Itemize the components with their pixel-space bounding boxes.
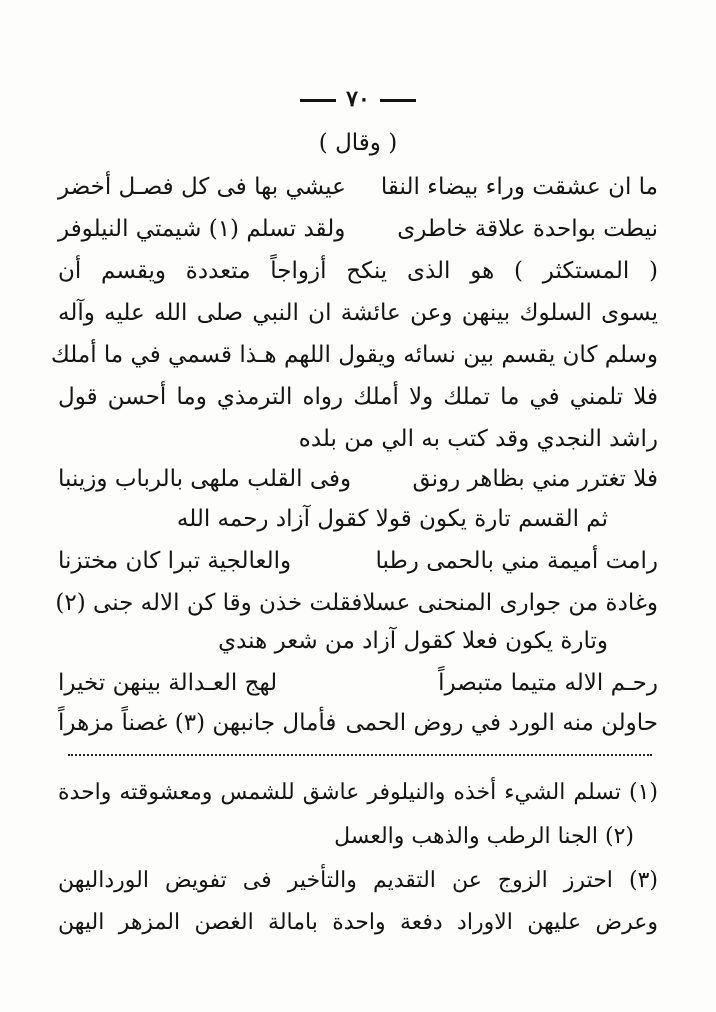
verse-line xyxy=(58,212,658,248)
verse-hemistich-left: عيشي بها فى كل فصـل أخضر xyxy=(58,174,346,200)
prose-line: يسوى السلوك بينهن وعن عائشة ان النبي صلى الله عليه وآله xyxy=(58,300,658,326)
verse-line xyxy=(58,170,658,206)
verse-line xyxy=(55,586,658,622)
footnote-1: (١) تسلم الشيء أخذه والنيلوفر عاشق للشمس ومعشوقته واحدة xyxy=(58,780,658,805)
verse-intro: ثم القسم تارة يكون قولا كقول آزاد رحمه الله xyxy=(176,506,608,532)
verse-hemistich-left: فقلت خذن وقا كن الاله جنى (٢) xyxy=(55,590,363,616)
verse-hemistich-right: وغادة من جوارى المنحنى عسلا xyxy=(362,590,658,616)
verse-hemistich-left: والعالجية تبرا كان مختزنا xyxy=(58,548,292,574)
prose-line: راشد النجدي وقد كتب به الي من بلده xyxy=(298,426,658,452)
footnote-3-continued: وعرض عليهن الاوراد دفعة واحدة بامالة الغصن المزهر اليهن xyxy=(58,910,658,935)
verse-hemistich-right: فلا تغترر مني بظاهر رونق xyxy=(412,466,658,492)
footnote-2: (٢) الجنا الرطب والذهب والعسل xyxy=(334,824,634,849)
verse-hemistich-left: ولقد تسلم (١) شيمتي النيلوفر xyxy=(58,216,346,242)
page-number-dash-right xyxy=(380,99,416,102)
verse-hemistich-right: نيطت بواحدة علاقة خاطرى xyxy=(397,216,658,242)
verse-hemistich-right: رامت أميمة مني بالحمى رطبا xyxy=(375,548,658,574)
page-number xyxy=(0,82,716,118)
verse-line xyxy=(58,544,658,580)
page-number-text: ٧٠ xyxy=(346,86,370,112)
prose-line: ( المستكثر ) هو الذى ينكح أزواجاً متعددة ويقسم أن xyxy=(58,258,658,284)
footnote-divider xyxy=(68,754,652,756)
verse-line xyxy=(58,462,658,498)
verse-hemistich-right: رحـم الاله متيما متبصراً xyxy=(438,670,658,696)
verse-hemistich-left: وفى القلب ملهى بالرباب وزينبا xyxy=(58,466,352,492)
verse-line xyxy=(58,706,658,742)
verse-hemistich-right: ما ان عشقت وراء بيضاء النقا xyxy=(380,174,658,200)
page-number-dash-left xyxy=(300,99,336,102)
poem-heading: ( وقال ) xyxy=(318,130,398,156)
verse-intro: وتارة يكون فعلا كقول آزاد من شعر هندي xyxy=(218,628,608,654)
prose-line: وسلم كان يقسم بين نسائه ويقول اللهم هـذا قسمي في ما أملك xyxy=(50,342,658,368)
footnote-3: (٣) احترز الزوج عن التقديم والتأخير فى تفويض الورداليهن xyxy=(58,868,658,893)
prose-line: فلا تلمني في ما تملك ولا أملك رواه الترمذي وما أحسن قول xyxy=(58,384,658,410)
verse-hemistich-left: فأمال جانبهن (٣) غصناً مزهراً xyxy=(58,710,337,736)
verse-hemistich-left: لهج العـدالة بينهن تخيرا xyxy=(58,670,278,696)
verse-line xyxy=(58,666,658,702)
verse-hemistich-right: حاولن منه الورد في روض الحمى xyxy=(345,710,658,736)
